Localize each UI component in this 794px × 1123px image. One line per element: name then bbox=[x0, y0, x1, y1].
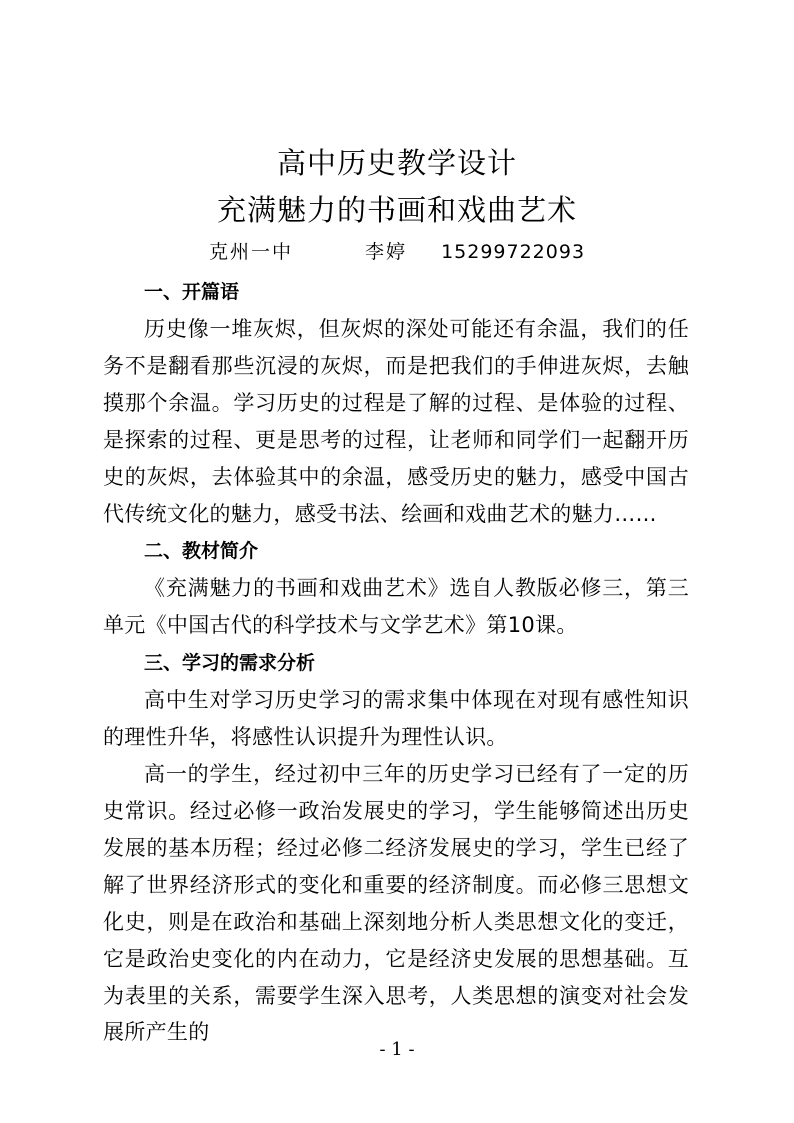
document-title: 高中历史教学设计 bbox=[276, 146, 517, 180]
page-number: - 1 - bbox=[379, 1039, 415, 1060]
section-paragraph: 《充满魅力的书画和戏曲艺术》选自人教版必修三，第三单元《中国古代的科学技术与文学艺术》第10课。 bbox=[103, 576, 689, 638]
document-body bbox=[103, 273, 689, 1051]
section-heading-textbook: 二、教材简介 bbox=[144, 540, 259, 563]
section-heading-needs: 三、学习的需求分析 bbox=[144, 652, 316, 675]
section-paragraph: 高一的学生，经过初中三年的历史学习已经有了一定的历史常识。经过必修一政治发展史的学习，学生能够简述出历史发展的基本历程；经过必修二经济发展史的学习，学生已经了解了世界经济形式的变化和重要的经济制度。而必修三思想文化史，则是在政治和基础上深刻地分析人类思想文化的变迁，它是政治史变化的内在动力，它是经济史发展的思想基础。互为表里的关系，需要学生深入思考，人类思想的演变对社会发展所产生的 bbox=[103, 762, 689, 1045]
document-subtitle: 充满魅力的书画和戏曲艺术 bbox=[216, 193, 577, 227]
author-phone: 15299722093 bbox=[441, 241, 586, 263]
author-school: 克州一中 bbox=[208, 241, 293, 263]
section-heading-intro: 一、开篇语 bbox=[144, 281, 240, 303]
author-line bbox=[0, 238, 794, 266]
section-paragraph: 高中生对学习历史学习的需求集中体现在对现有感性知识的理性升华，将感性认识提升为理性认识。 bbox=[103, 688, 689, 750]
section-paragraph: 历史像一堆灰烬，但灰烬的深处可能还有余温，我们的任务不是翻看那些沉浸的灰烬，而是把我们的手伸进灰烬，去触摸那个余温。学习历史的过程是了解的过程、是体验的过程、是探索的过程、更是思考的过程，让老师和同学们一起翻开历史的灰烬，去体验其中的余温，感受历史的魅力，感受中国古代传统文化的魅力，感受书法、绘画和戏曲艺术的魅力…… bbox=[103, 317, 689, 526]
author-name: 李婷 bbox=[365, 241, 408, 263]
